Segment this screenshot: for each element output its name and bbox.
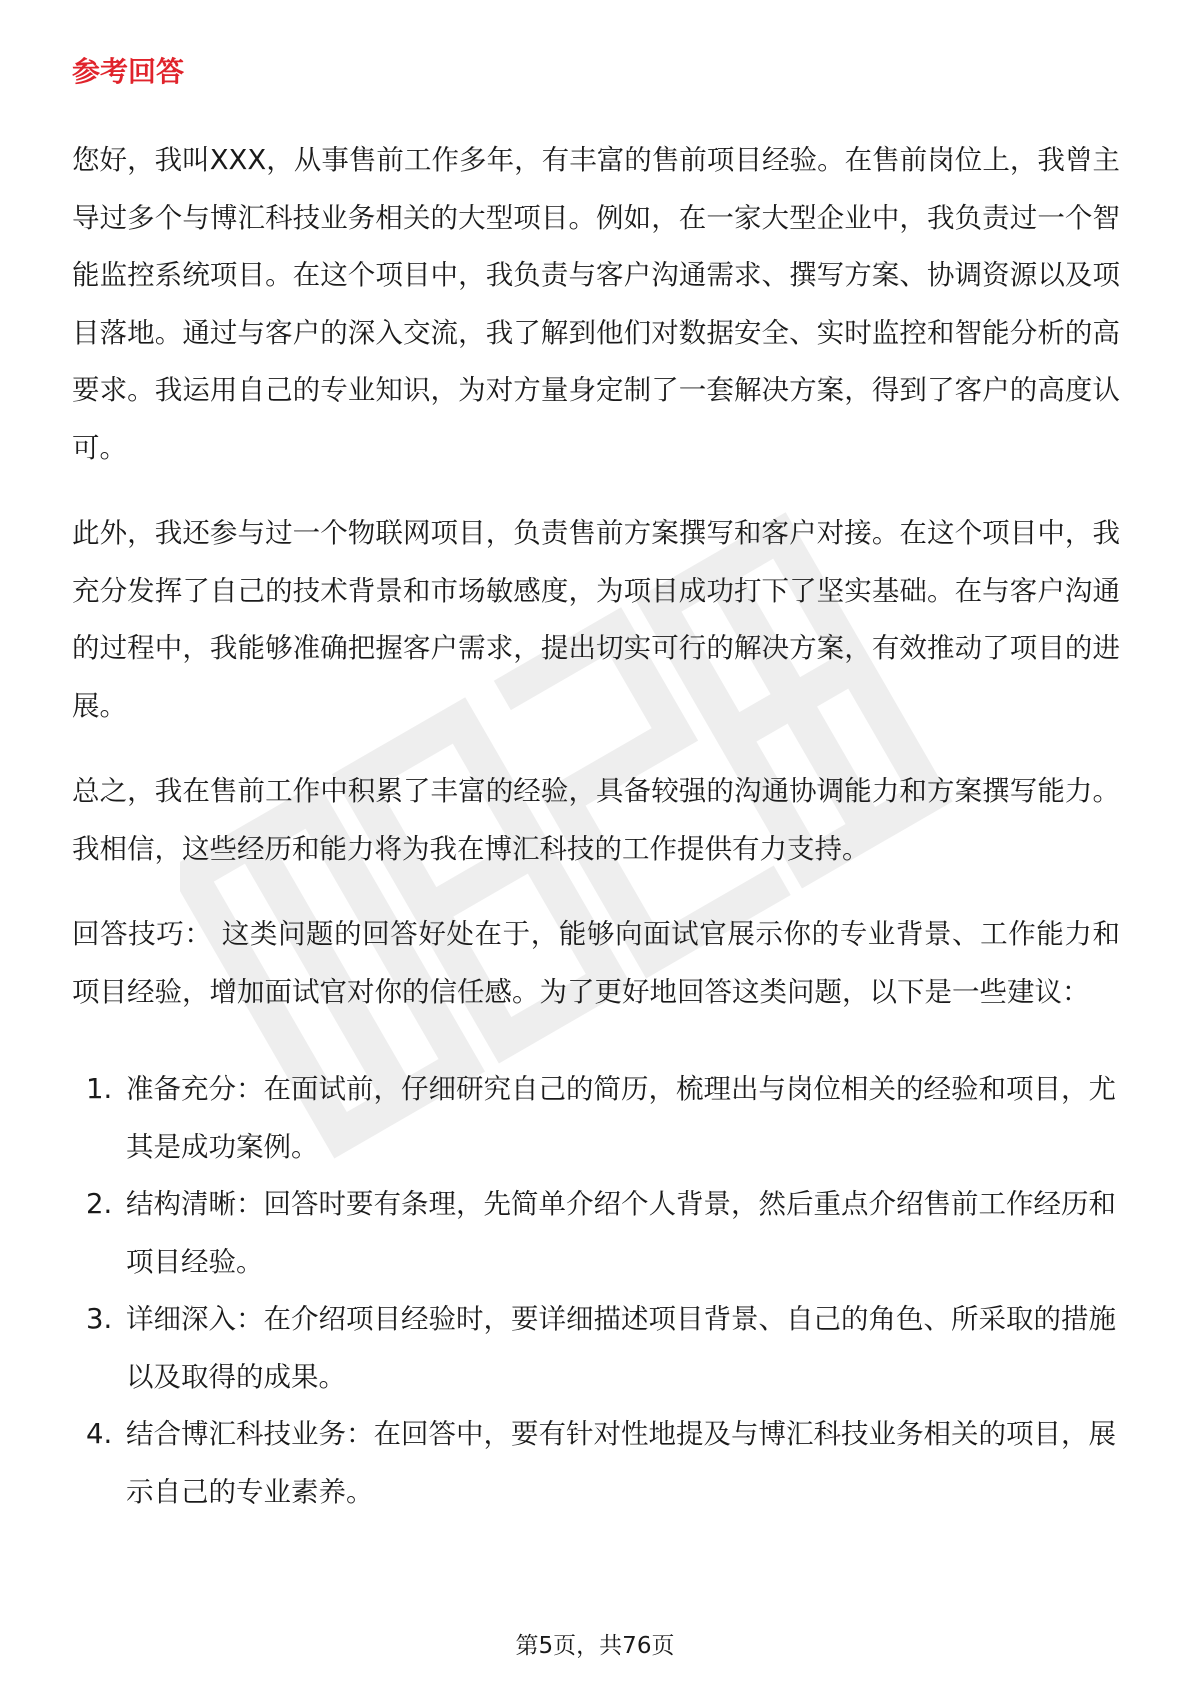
intro-paragraph: 您好，我叫XXX，从事售前工作多年，有丰富的售前项目经验。在售前岗位上，我曾主导过多个与博汇科技业务相关的大型项目。例如，在一家大型企业中，我负责过一个智能监控系统项目。在这个项目中，我负责与客户沟通需求、撰写方案、协调资源以及项目落地。通过与客户的深入交流，我了解到他们对数据安全、实时监控和智能分析的高要求。我运用自己的专业知识，为对方量身定制了一套解决方案，得到了客户的高度认可。 [72,144,1120,464]
list-item [72,1176,1120,1291]
list-item [72,1291,1120,1406]
list-item [72,1061,1120,1176]
list-item-number: 1. [86,1073,113,1105]
tips-list [72,1061,1120,1521]
list-item-text: 结构清晰：回答时要有条理，先简单介绍个人背景，然后重点介绍售前工作经历和项目经验。 [126,1188,1116,1278]
document-body [72,52,1120,1521]
iot-project-paragraph: 此外，我还参与过一个物联网项目，负责售前方案撰写和客户对接。在这个项目中，我充分发挥了自己的技术背景和市场敏感度，为项目成功打下了坚实基础。在与客户沟通的过程中，我能够准确把握客户需求，提出切实可行的解决方案，有效推动了项目的进展。 [72,517,1120,722]
answer-tips-paragraph: 回答技巧： 这类问题的回答好处在于，能够向面试官展示你的专业背景、工作能力和项目经验，增加面试官对你的信任感。为了更好地回答这类问题，以下是一些建议： [72,918,1120,1008]
list-item-text: 准备充分：在面试前，仔细研究自己的简历，梳理出与岗位相关的经验和项目，尤其是成功案例。 [126,1073,1116,1163]
list-item-text: 结合博汇科技业务：在回答中，要有针对性地提及与博汇科技业务相关的项目，展示自己的专业素养。 [126,1418,1116,1508]
list-item-number: 3. [86,1303,113,1335]
list-item [72,1406,1120,1521]
list-item-number: 4. [86,1418,113,1450]
summary-paragraph: 总之，我在售前工作中积累了丰富的经验，具备较强的沟通协调能力和方案撰写能力。我相信，这些经历和能力将为我在博汇科技的工作提供有力支持。 [72,775,1120,865]
page-number-footer: 第5页，共76页 [515,1633,675,1659]
section-heading: 参考回答 [72,55,185,88]
list-item-number: 2. [86,1188,113,1220]
list-item-text: 详细深入：在介绍项目经验时，要详细描述项目背景、自己的角色、所采取的措施以及取得的成果。 [126,1303,1116,1393]
